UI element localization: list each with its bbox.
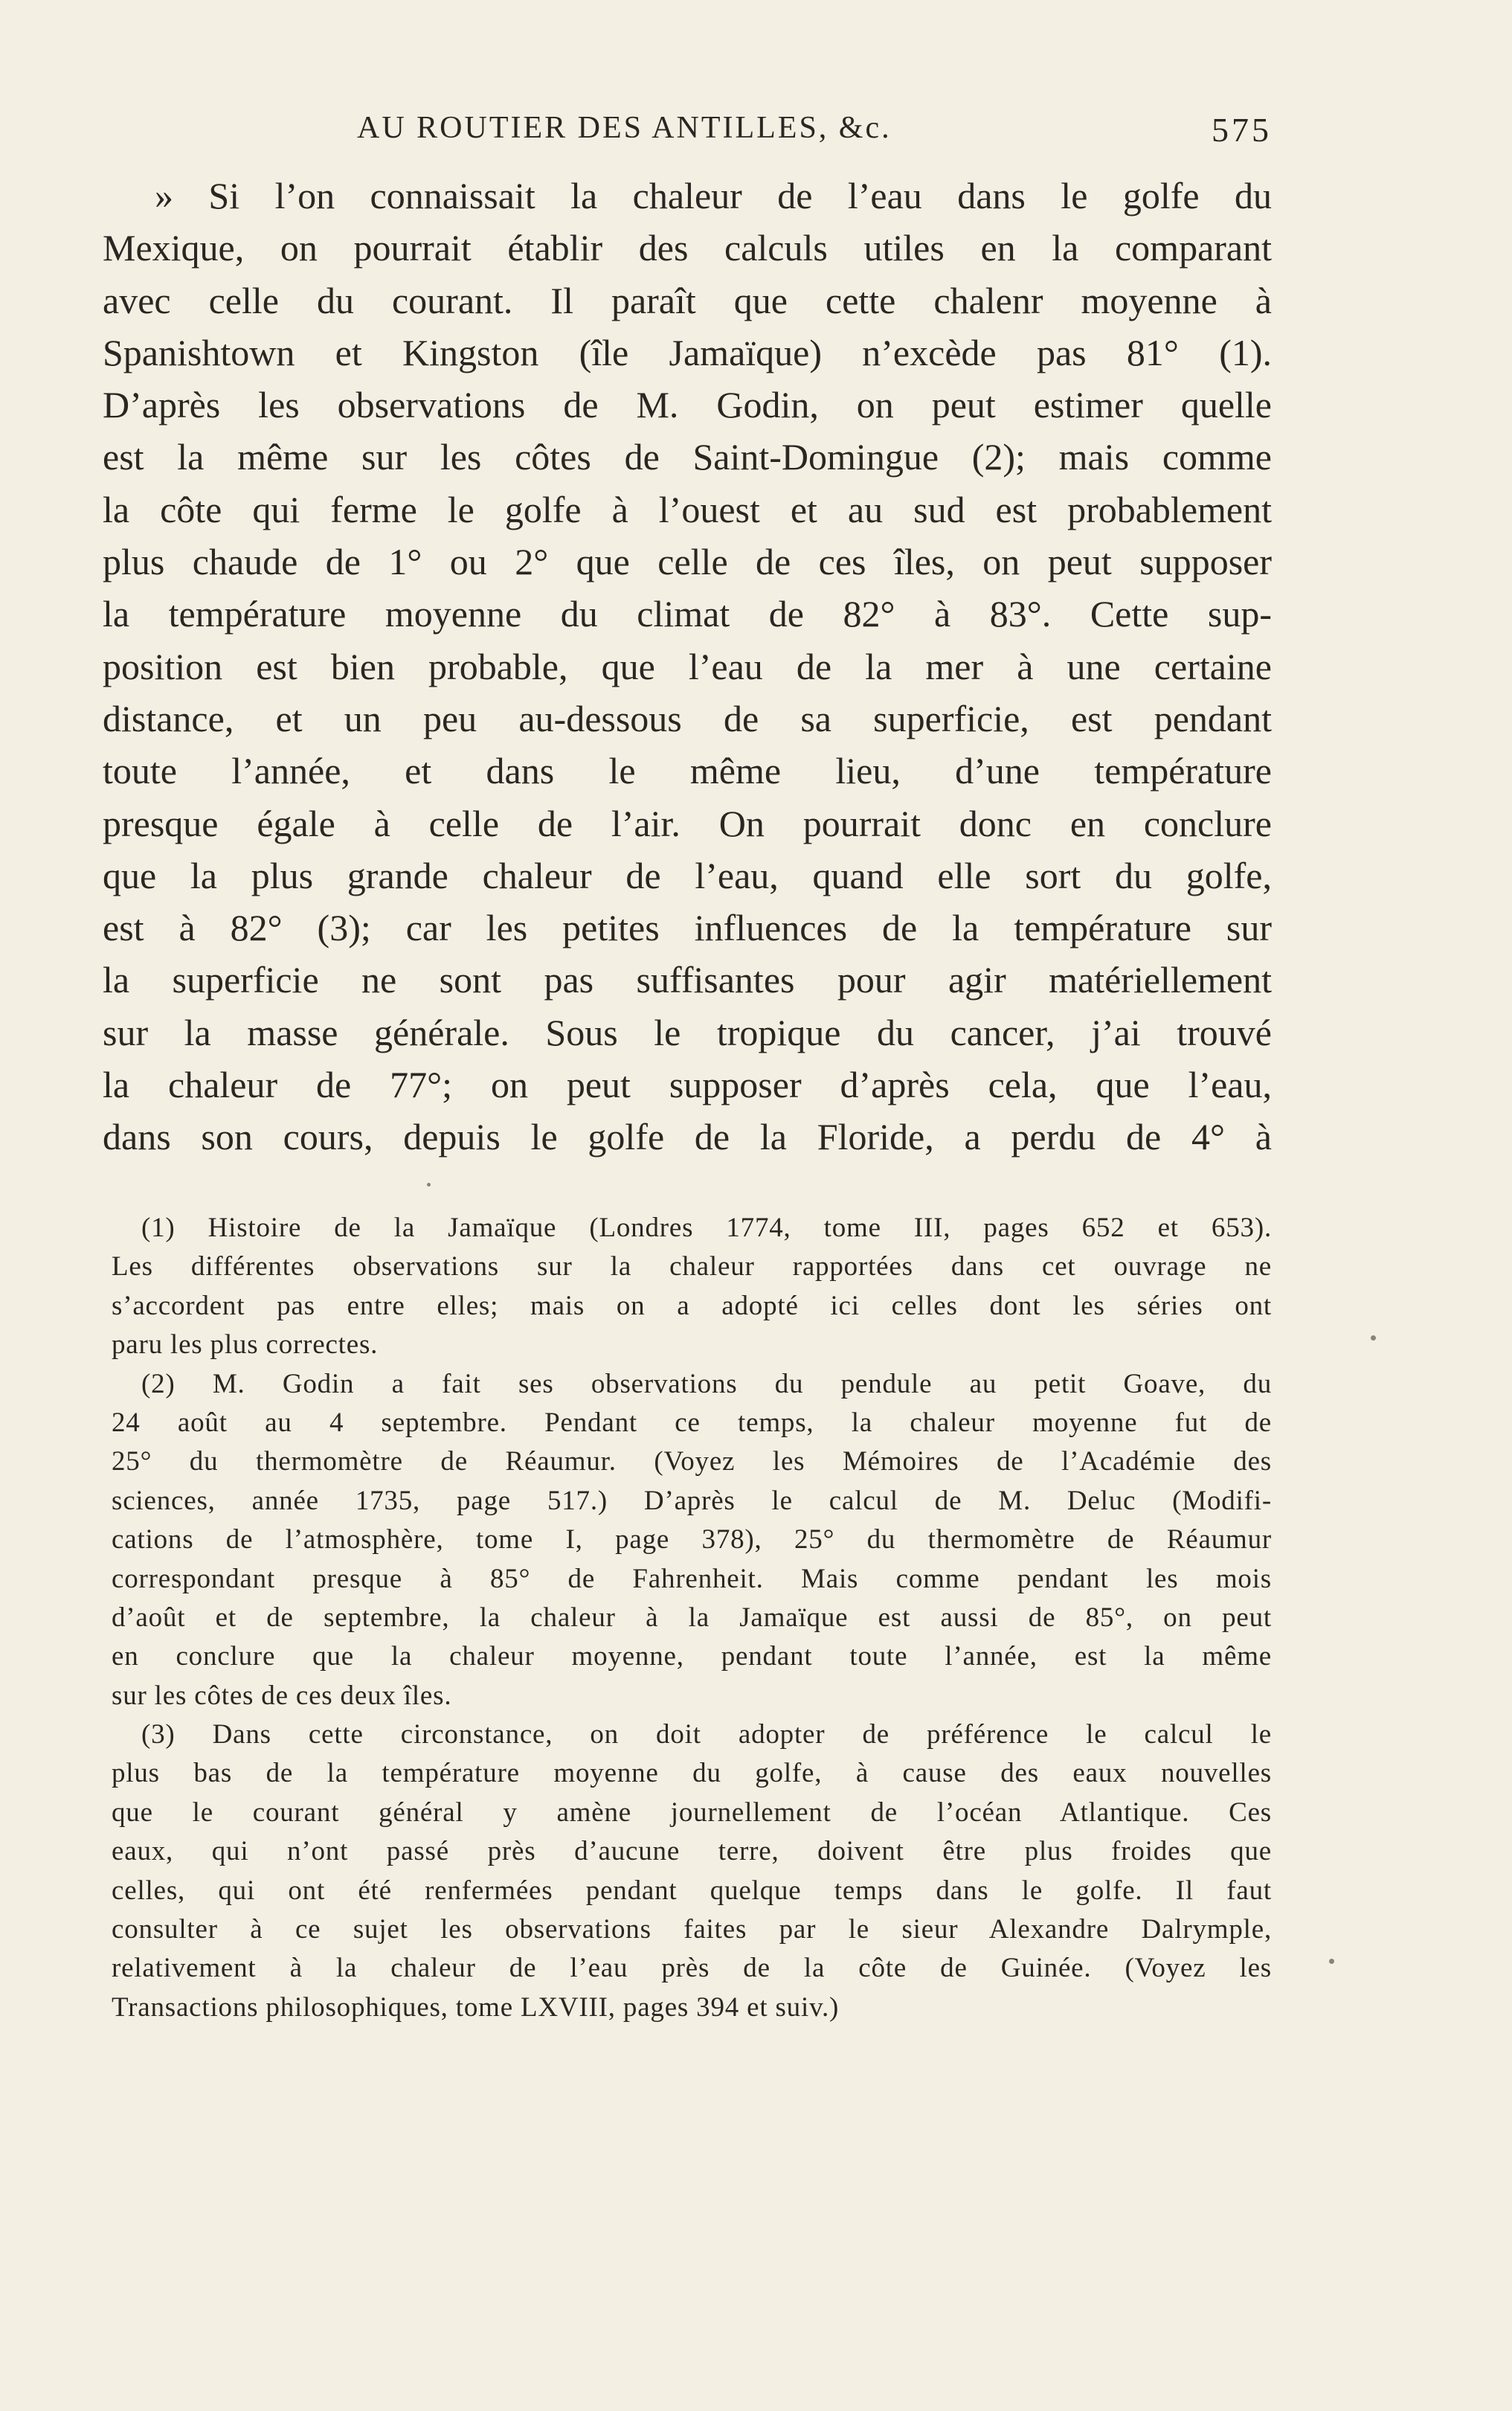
footnote-line: en conclure que la chaleur moyenne, pendant toute l’année, est la même	[112, 1641, 1272, 1672]
main-text-line: la côte qui ferme le golfe à l’ouest et au sud est probablement	[103, 488, 1272, 530]
main-text-line: dans son cours, depuis le golfe de la Floride, a perdu de 4° à	[103, 1116, 1272, 1158]
main-text-line: D’après les observations de M. Godin, on peut estimer quelle	[103, 384, 1272, 426]
footnote-line: d’août et de septembre, la chaleur à la Jamaïque est aussi de 85°, on peut	[112, 1602, 1272, 1633]
footnote-line: paru les plus correctes.	[112, 1329, 379, 1361]
main-text-line: Mexique, on pourrait établir des calculs utiles en la comparant	[103, 227, 1272, 269]
footnote-line: s’accordent pas entre elles; mais on a adopté ici celles dont les séries ont	[112, 1290, 1272, 1321]
main-text-line: position est bien probable, que l’eau de la mer à une certaine	[103, 645, 1272, 687]
main-text-line: Spanishtown et Kingston (île Jamaïque) n’excède pas 81° (1).	[103, 331, 1272, 373]
footnote-line: plus bas de la température moyenne du golfe, à cause des eaux nouvelles	[112, 1758, 1272, 1789]
footnote-line: sciences, année 1735, page 517.) D’après le calcul de M. Deluc (Modifi-	[112, 1485, 1272, 1516]
main-text-line: sur la masse générale. Sous le tropique du cancer, j’ai trouvé	[103, 1011, 1272, 1053]
main-text-line: la superficie ne sont pas suffisantes pour agir matériellement	[103, 959, 1272, 1001]
main-text-line: est à 82° (3); car les petites influences de la température sur	[103, 907, 1272, 949]
footnote-line: sur les côtes de ces deux îles.	[112, 1680, 452, 1711]
main-text-block	[103, 170, 1272, 1163]
footnote-line: 25° du thermomètre de Réaumur. (Voyez les Mémoires de l’Académie des	[112, 1446, 1272, 1477]
footnote-line: (2) M. Godin a fait ses observations du pendule au petit Goave, du	[141, 1368, 1272, 1399]
running-head	[104, 110, 1272, 162]
footnote-line: Transactions philosophiques, tome LXVIII, pages 394 et suiv.)	[112, 1991, 840, 2023]
footnote-line: 24 août au 4 septembre. Pendant ce temps, la chaleur moyenne fut de	[112, 1407, 1272, 1438]
footnote-line: celles, qui ont été renfermées pendant quelque temps dans le golfe. Il faut	[112, 1875, 1272, 1906]
footnote-line: (3) Dans cette circonstance, on doit adopter de préférence le calcul le	[141, 1719, 1272, 1750]
main-text-line: » Si l’on connaissait la chaleur de l’eau dans le golfe du	[155, 175, 1272, 216]
footnotes-block	[112, 1209, 1272, 2027]
footnote-line: que le courant général y amène journellement de l’océan Atlantique. Ces	[112, 1797, 1272, 1828]
main-text-line: la température moyenne du climat de 82° à 83°. Cette sup-	[103, 593, 1272, 635]
ink-speck	[1329, 1959, 1334, 1964]
footnote-line: eaux, qui n’ont passé près d’aucune terre, doivent être plus froides que	[112, 1836, 1272, 1867]
main-text-line: distance, et un peu au-dessous de sa superficie, est pendant	[103, 697, 1272, 739]
footnote-line: cations de l’atmosphère, tome I, page 378), 25° du thermomètre de Réaumur	[112, 1524, 1272, 1556]
footnote-line: relativement à la chaleur de l’eau près de la côte de Guinée. (Voyez les	[112, 1953, 1272, 1984]
ink-speck	[1371, 1335, 1376, 1341]
page-number: 575	[1212, 111, 1272, 149]
main-text-line: est la même sur les côtes de Saint-Domingue (2); mais comme	[103, 436, 1272, 478]
main-text-line: presque égale à celle de l’air. On pourrait donc en conclure	[103, 802, 1272, 844]
main-text-line: que la plus grande chaleur de l’eau, quand elle sort du golfe,	[103, 854, 1272, 896]
footnote-line: Les différentes observations sur la chaleur rapportées dans cet ouvrage ne	[112, 1251, 1272, 1282]
footnote-line: correspondant presque à 85° de Fahrenheit. Mais comme pendant les mois	[112, 1563, 1272, 1594]
ink-speck	[427, 1183, 431, 1187]
main-text-line: toute l’année, et dans le même lieu, d’une température	[103, 750, 1272, 792]
footnote-line: consulter à ce sujet les observations faites par le sieur Alexandre Dalrymple,	[112, 1914, 1272, 1945]
main-text-line: la chaleur de 77°; on peut supposer d’après cela, que l’eau,	[103, 1064, 1272, 1106]
main-text-line: avec celle du courant. Il paraît que cette chalenr moyenne à	[103, 279, 1272, 321]
running-title: AU ROUTIER DES ANTILLES, &c.	[357, 111, 892, 145]
footnote-line: (1) Histoire de la Jamaïque (Londres 1774, tome III, pages 652 et 653).	[141, 1213, 1272, 1243]
main-text-line: plus chaude de 1° ou 2° que celle de ces îles, on peut supposer	[103, 541, 1272, 583]
